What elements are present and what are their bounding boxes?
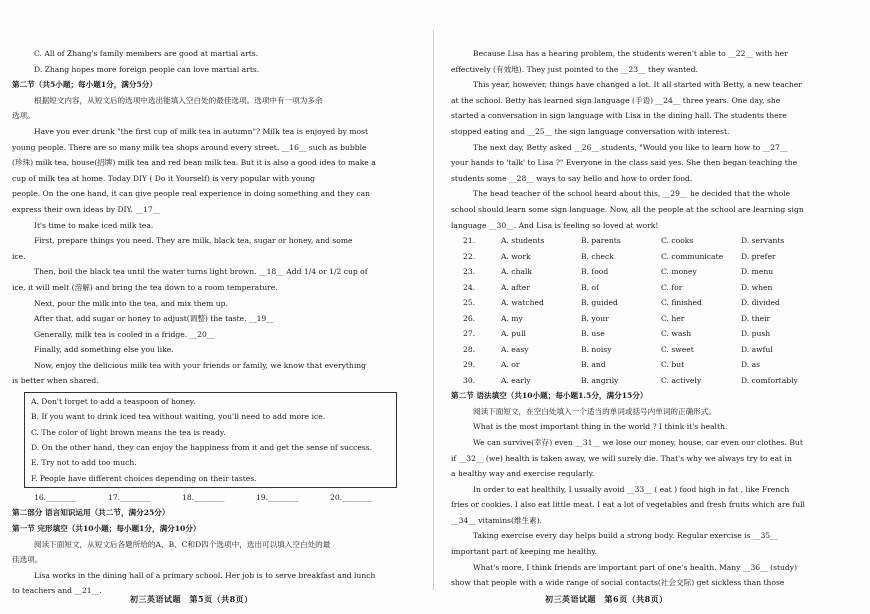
option-item: A. Don't forget to add a teaspoon of honey.	[31, 397, 196, 407]
choice-c[interactable]: C. actively	[661, 375, 702, 385]
text-line: 根据短文内容，从短文后的选项中选出能填入空白处的最佳选项。选项中有一项为多余	[34, 95, 323, 105]
choice-b[interactable]: B. food	[581, 267, 609, 277]
text-line: C. All of Zhang's family members are good at martial arts.	[34, 49, 259, 58]
choice-c[interactable]: C. finished	[661, 298, 702, 308]
text-line: is better when shared.	[12, 376, 99, 386]
left-cloze-intro	[12, 505, 429, 599]
text-line: Lisa works in the dining hall of a primary school. Her job is to serve breakfast and lunch	[34, 570, 376, 580]
text-line: First, prepare things you need. They are milk, black tea, sugar or honey, and some	[34, 236, 353, 246]
option-item: D. On the other hand, they can enjoy the happiness from it and get the sense of success.	[31, 442, 373, 452]
text-line: Generally, milk tea is cooled in a fridge. __20__	[34, 329, 215, 339]
page-footer-left: 初三英语试题 第5页（共8页）	[130, 594, 253, 604]
choice-b[interactable]: B. check	[581, 251, 614, 261]
choice-a[interactable]: A. early	[501, 375, 531, 385]
cloze-question-row	[451, 249, 856, 265]
text-line: if __32__ (we) health is taken away, we will surely die. That's why we always try to eat in	[451, 453, 792, 463]
cloze-question-row	[451, 264, 856, 280]
text-line: What is the most important thing in the world ? I think it's health.	[473, 422, 728, 432]
left-text-block	[12, 46, 429, 389]
text-line: 第一节 完形填空（共10小题；每小题1分，满分10分）	[12, 524, 201, 534]
text-line: fries or cookies. I also eat little meat. I eat a lot of vegetables and fresh fruits which are full	[451, 500, 805, 510]
choice-c[interactable]: C. sweet	[661, 344, 694, 354]
choice-b[interactable]: B. use	[581, 329, 605, 339]
text-line: at the school. Betty has learned sign language (手语) __24__ three years. One day, she	[451, 95, 781, 105]
answer-blank[interactable]: 16.________	[34, 492, 77, 502]
text-line: stopped eating and __25__ the sign language conversation with interest.	[451, 126, 730, 136]
choice-a[interactable]: A. work	[501, 251, 531, 261]
text-line: students some __28__ ways to say hello and how to order food.	[451, 173, 693, 183]
question-number: 30.	[463, 375, 476, 385]
text-line: 佳选项。	[12, 555, 43, 565]
answer-blank[interactable]: 18.________	[182, 492, 225, 502]
text-line: ice.	[12, 251, 26, 261]
grammar-section	[451, 388, 856, 591]
text-line: What's more, I think friends are important part of one's health. Many __36__ (study)	[473, 562, 798, 572]
question-number: 24.	[463, 282, 476, 292]
page-footer-right: 初三英语试题 第6页（共8页）	[545, 594, 668, 604]
text-line: effectively (有效地). They just pointed to the __23__ they wanted.	[451, 64, 698, 74]
text-line: Because Lisa has a hearing problem, the students weren't able to __22__ with her	[473, 49, 788, 58]
choice-a[interactable]: A. or	[501, 360, 520, 370]
choice-c[interactable]: C. communicate	[661, 251, 724, 261]
text-line: It's time to make iced milk tea.	[34, 220, 154, 230]
text-line: a healthy way and exercise regularly.	[451, 469, 595, 479]
text-line: After that, add sugar or honey to adjust(调整) the taste. __19__	[34, 314, 274, 324]
choice-c[interactable]: C. but	[661, 360, 685, 370]
text-line: Have you ever drunk "the first cup of milk tea in autumn"? Milk tea is enjoyed by most	[34, 126, 368, 136]
question-number: 25.	[463, 298, 476, 308]
choice-a[interactable]: A. my	[501, 313, 523, 323]
text-line: young people. There are so many milk tea shops around every street. __16__ such as bubble	[12, 142, 367, 152]
text-line: 第二节 语法填空（共10小题；每小题1.5分，满分15分）	[451, 391, 648, 401]
text-line: __34__ vitamins(维生素).	[451, 515, 543, 525]
text-line: Finally, add something else you like.	[34, 345, 174, 355]
text-line: 第二节（共5小题；每小题1分，满分5分）	[12, 80, 157, 90]
text-line: language __30__. And Lisa is feeling so loved at work!	[451, 220, 659, 230]
choice-a[interactable]: A. after	[501, 282, 530, 292]
answer-blank[interactable]: 17.________	[108, 492, 151, 502]
choice-d[interactable]: D. awful	[741, 344, 773, 354]
text-line: D. Zhang hopes more foreign people can love martial arts.	[34, 64, 260, 74]
choice-d[interactable]: D. their	[741, 313, 771, 323]
text-line: your hands to 'talk' to Lisa ?" Everyone in the class said yes. She then began teaching the	[451, 158, 798, 168]
text-line: Now, enjoy the delicious milk tea with your friends or family, we know that everything	[34, 360, 367, 370]
text-line: We can survive(幸存) even __31__ we lose our money, house, car even our clothes. But	[473, 437, 803, 447]
option-item: C. The color of light brown means the tea is ready.	[31, 427, 226, 437]
text-line: important part of keeping me healthy.	[451, 547, 598, 557]
choice-c[interactable]: C. money	[661, 267, 697, 277]
text-line: school should learn some sign language. Now, all the people at the school are learning sign	[451, 204, 804, 214]
choice-d[interactable]: D. comfortably	[741, 375, 798, 385]
question-number: 27.	[463, 329, 476, 339]
answer-blank[interactable]: 19.________	[256, 492, 299, 502]
question-number: 21.	[463, 236, 476, 246]
text-line: The head teacher of the school heard about this, __29__ he decided that the whole	[473, 189, 791, 199]
choice-a[interactable]: A. chalk	[501, 267, 533, 277]
question-number: 29.	[463, 360, 476, 370]
cloze-question-row	[451, 357, 856, 373]
cloze-question-row	[451, 280, 856, 296]
text-line: express their own ideas by DIY. __17__	[12, 204, 161, 214]
text-line: 阅读下面短文，从短文后各题所给的A、B、C和D四个选项中，选出可以填入空白处的最	[34, 539, 331, 549]
text-line: cup of milk tea at home. Today DIY ( Do it Yourself) is very popular with young	[12, 173, 316, 183]
text-line: 第二部分 语言知识运用（共二节，满分25分）	[12, 508, 170, 518]
choice-a[interactable]: A. easy	[501, 344, 529, 354]
cloze-options	[451, 233, 856, 388]
choice-b[interactable]: B. noisy	[581, 344, 612, 354]
choice-d[interactable]: D. as	[741, 360, 761, 370]
choice-a[interactable]: A. pull	[501, 329, 526, 339]
cloze-question-row	[451, 373, 856, 389]
choice-a[interactable]: A. watched	[501, 298, 544, 308]
options-box	[24, 392, 397, 488]
right-page	[435, 0, 870, 614]
option-item: E. Try not to add too much.	[31, 458, 137, 468]
choice-b[interactable]: B. and	[581, 360, 606, 370]
choice-b[interactable]: B. your	[581, 313, 609, 323]
text-line: (珍珠) milk tea, house(招牌) milk tea and red bean milk tea. But it is also a good idea to make a	[12, 158, 376, 168]
answer-blanks	[12, 490, 429, 506]
question-number: 22.	[463, 251, 476, 261]
text-line: The next day, Betty asked __26__ students, "Would you like to learn how to __27__	[473, 142, 788, 152]
text-line: Taking exercise every day helps build a strong body. Regular exercise is __35__	[473, 531, 778, 541]
choice-a[interactable]: A. students	[501, 236, 545, 246]
question-number: 26.	[463, 313, 476, 323]
choice-b[interactable]: B. angrily	[581, 375, 619, 385]
cloze-question-row	[451, 295, 856, 311]
text-line: show that people with a wide range of social contacts(社会交际) get sickless than those	[451, 578, 785, 588]
option-item: B. If you want to drink iced tea without waiting, you'll need to add more ice.	[31, 412, 326, 422]
text-line: 选项。	[12, 111, 35, 121]
page-divider	[433, 30, 434, 590]
choice-d[interactable]: D. push	[741, 329, 771, 339]
choice-d[interactable]: D. menu	[741, 267, 774, 277]
choice-c[interactable]: C. wash	[661, 329, 692, 339]
text-line: people. On the one hand, it can give people real experience in doing something and they can	[12, 189, 371, 199]
choice-c[interactable]: C. her	[661, 313, 685, 323]
choice-d[interactable]: D. servants	[741, 236, 785, 246]
cloze-question-row	[451, 342, 856, 358]
question-number: 23.	[463, 267, 476, 277]
choice-c[interactable]: C. cooks	[661, 236, 694, 246]
cloze-question-row	[451, 233, 856, 249]
option-item: F. People have different choices depending on their tastes.	[31, 473, 257, 483]
text-line: Then, boil the black tea until the water turns light brown. __18__ Add 1/4 or 1/2 cup of	[34, 267, 368, 277]
choice-d[interactable]: D. when	[741, 282, 773, 292]
text-line: ice, it will melt (溶解) and bring the tea down to a room temperature.	[12, 282, 278, 292]
text-line: In order to eat healthily, I usually avoid __33__ ( eat ) food high in fat , like French	[473, 484, 790, 494]
choice-d[interactable]: D. prefer	[741, 251, 776, 261]
choice-b[interactable]: B. guided	[581, 298, 618, 308]
text-line: 阅读下面短文，在空白处填入一个适当的单词或括号内单词的正确形式。	[473, 406, 716, 416]
text-line: Next, pour the milk into the tea, and mix them up.	[34, 298, 228, 308]
choice-b[interactable]: B. of	[581, 282, 599, 292]
answer-blank[interactable]: 20.________	[330, 492, 373, 502]
text-line: This year, however, things have changed a lot. It all started with Betty, a new teacher	[473, 80, 802, 90]
question-number: 28.	[463, 344, 476, 354]
text-line: started a conversation in sign language with Lisa in the dining hall. The students there	[451, 111, 787, 121]
cloze-question-row	[451, 311, 856, 327]
choice-d[interactable]: D. divided	[741, 298, 780, 308]
cloze-question-row	[451, 326, 856, 342]
right-text-block	[451, 46, 856, 233]
choice-b[interactable]: B. parents	[581, 236, 621, 246]
choice-c[interactable]: C. for	[661, 282, 683, 292]
text-line: to teachers and __21__.	[12, 586, 102, 596]
